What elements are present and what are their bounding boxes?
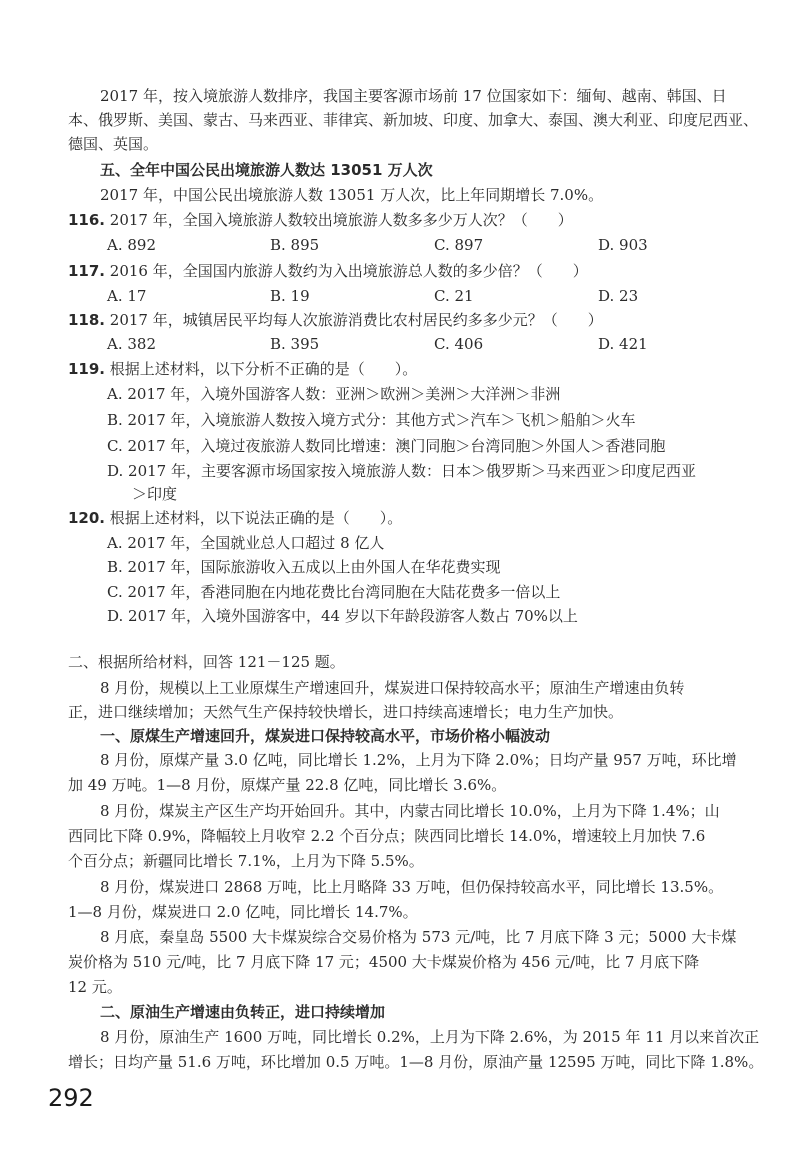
paragraph-line: 8 月底，秦皇岛 5500 大卡煤炭综合交易价格为 573 元/吨，比 7 月底下降 3 元；5000 大卡煤	[100, 928, 737, 946]
section5-text: 2017 年，中国公民出境旅游人数 13051 万人次，比上年同期增长 7.0%。	[100, 186, 604, 204]
option-a: A. 382	[107, 335, 156, 353]
option-d-continued: ＞印度	[132, 485, 178, 503]
paragraph-line: 8 月份，煤炭主产区生产均开始回升。其中，内蒙古同比增长 10.0%，上月为下降 1.4%；山	[100, 802, 720, 820]
paragraph-line: 炭价格为 510 元/吨，比 7 月底下降 17 元；4500 大卡煤炭价格为 456 元/吨，比 7 月底下降	[68, 953, 700, 971]
question-118	[68, 310, 603, 330]
option-a: A. 17	[107, 287, 147, 305]
option-d: D. 2017 年，入境外国游客中，44 岁以下年龄段游客人数占 70%以上	[107, 607, 578, 625]
option-b: B. 895	[270, 236, 320, 254]
question-117	[68, 261, 588, 281]
question-116	[68, 210, 573, 230]
question-text: 2017 年，城镇居民平均每人次旅游消费比农村居民约多多少元？（ ）	[109, 311, 603, 329]
question-number: 117.	[68, 262, 106, 280]
question-text: 根据上述材料，以下分析不正确的是（ ）。	[109, 360, 418, 378]
option-c: C. 406	[434, 335, 484, 353]
part2-section1-heading: 一、原煤生产增速回升，煤炭进口保持较高水平，市场价格小幅波动	[100, 727, 551, 745]
paragraph-line: 个百分点；新疆同比增长 7.1%，上月为下降 5.5%。	[68, 852, 424, 870]
section5-heading: 五、全年中国公民出境旅游人数达 13051 万人次	[100, 161, 433, 179]
option-d: D. 23	[598, 287, 639, 305]
para1-line3: 德国、英国。	[68, 135, 159, 153]
option-d: D. 2017 年，主要客源市场国家按入境旅游人数：日本＞俄罗斯＞马来西亚＞印度尼西亚	[107, 462, 696, 480]
paragraph-line: 增长；日均产量 51.6 万吨，环比增加 0.5 万吨。1—8 月份，原油产量 12595 万吨，同比下降 1.8%。	[68, 1053, 764, 1071]
option-d: D. 421	[598, 335, 648, 353]
part2-intro-line2: 正，进口继续增加；天然气生产保持较快增长，进口持续高速增长；电力生产加快。	[68, 703, 624, 721]
paragraph-line: 12 元。	[68, 978, 122, 996]
paragraph-line: 8 月份，煤炭进口 2868 万吨，比上月略降 33 万吨，但仍保持较高水平，同比增长 13.5%。	[100, 878, 724, 896]
question-number: 119.	[68, 360, 106, 378]
part2-heading: 二、根据所给材料，回答 121－125 题。	[68, 653, 345, 671]
page-number: 292	[48, 1084, 94, 1112]
option-a: A. 2017 年，全国就业总人口超过 8 亿人	[107, 534, 385, 552]
part2-intro-line1: 8 月份，规模以上工业原煤生产增速回升，煤炭进口保持较高水平；原油生产增速由负转	[100, 679, 685, 697]
question-text: 2016 年，全国国内旅游人数约为入出境旅游总人数的多少倍？（ ）	[109, 262, 588, 280]
option-d: D. 903	[598, 236, 648, 254]
option-c: C. 2017 年，香港同胞在内地花费比台湾同胞在大陆花费多一倍以上	[107, 583, 561, 601]
option-b: B. 19	[270, 287, 310, 305]
option-c: C. 21	[434, 287, 474, 305]
option-c: C. 2017 年，入境过夜旅游人数同比增速：澳门同胞＞台湾同胞＞外国人＞香港同胞	[107, 437, 666, 455]
part2-section2-heading: 二、原油生产增速由负转正，进口持续增加	[100, 1003, 386, 1021]
question-number: 118.	[68, 311, 106, 329]
question-text: 根据上述材料，以下说法正确的是（ ）。	[109, 509, 403, 527]
option-a: A. 892	[107, 236, 156, 254]
option-b: B. 2017 年，国际旅游收入五成以上由外国人在华花费实现	[107, 558, 501, 576]
question-120	[68, 508, 402, 528]
paragraph-line: 8 月份，原油生产 1600 万吨，同比增长 0.2%，上月为下降 2.6%，为 2015 年 11 月以来首次正	[100, 1028, 760, 1046]
question-number: 116.	[68, 211, 106, 229]
paragraph-line: 8 月份，原煤产量 3.0 亿吨，同比增长 1.2%，上月为下降 2.0%；日均产量 957 万吨，环比增	[100, 751, 737, 769]
question-text: 2017 年，全国入境旅游人数较出境旅游人数多多少万人次？（ ）	[109, 211, 573, 229]
paragraph-line: 加 49 万吨。1—8 月份，原煤产量 22.8 亿吨，同比增长 3.6%。	[68, 776, 507, 794]
option-b: B. 395	[270, 335, 320, 353]
question-number: 120.	[68, 509, 106, 527]
para1-line1: 2017 年，按入境旅游人数排序，我国主要客源市场前 17 位国家如下：缅甸、越南、韩国、日	[100, 87, 727, 105]
para1-line2: 本、俄罗斯、美国、蒙古、马来西亚、菲律宾、新加坡、印度、加拿大、泰国、澳大利亚、印度尼西亚、	[68, 111, 759, 129]
paragraph-line: 1—8 月份，煤炭进口 2.0 亿吨，同比增长 14.7%。	[68, 903, 418, 921]
question-119	[68, 359, 417, 379]
option-c: C. 897	[434, 236, 484, 254]
paragraph-line: 西同比下降 0.9%，降幅较上月收窄 2.2 个百分点；陕西同比增长 14.0%，增速较上月加快 7.6	[68, 827, 706, 845]
option-a: A. 2017 年，入境外国游客人数：亚洲＞欧洲＞美洲＞大洋洲＞非洲	[107, 385, 561, 403]
option-b: B. 2017 年，入境旅游人数按入境方式分：其他方式＞汽车＞飞机＞船舶＞火车	[107, 411, 636, 429]
